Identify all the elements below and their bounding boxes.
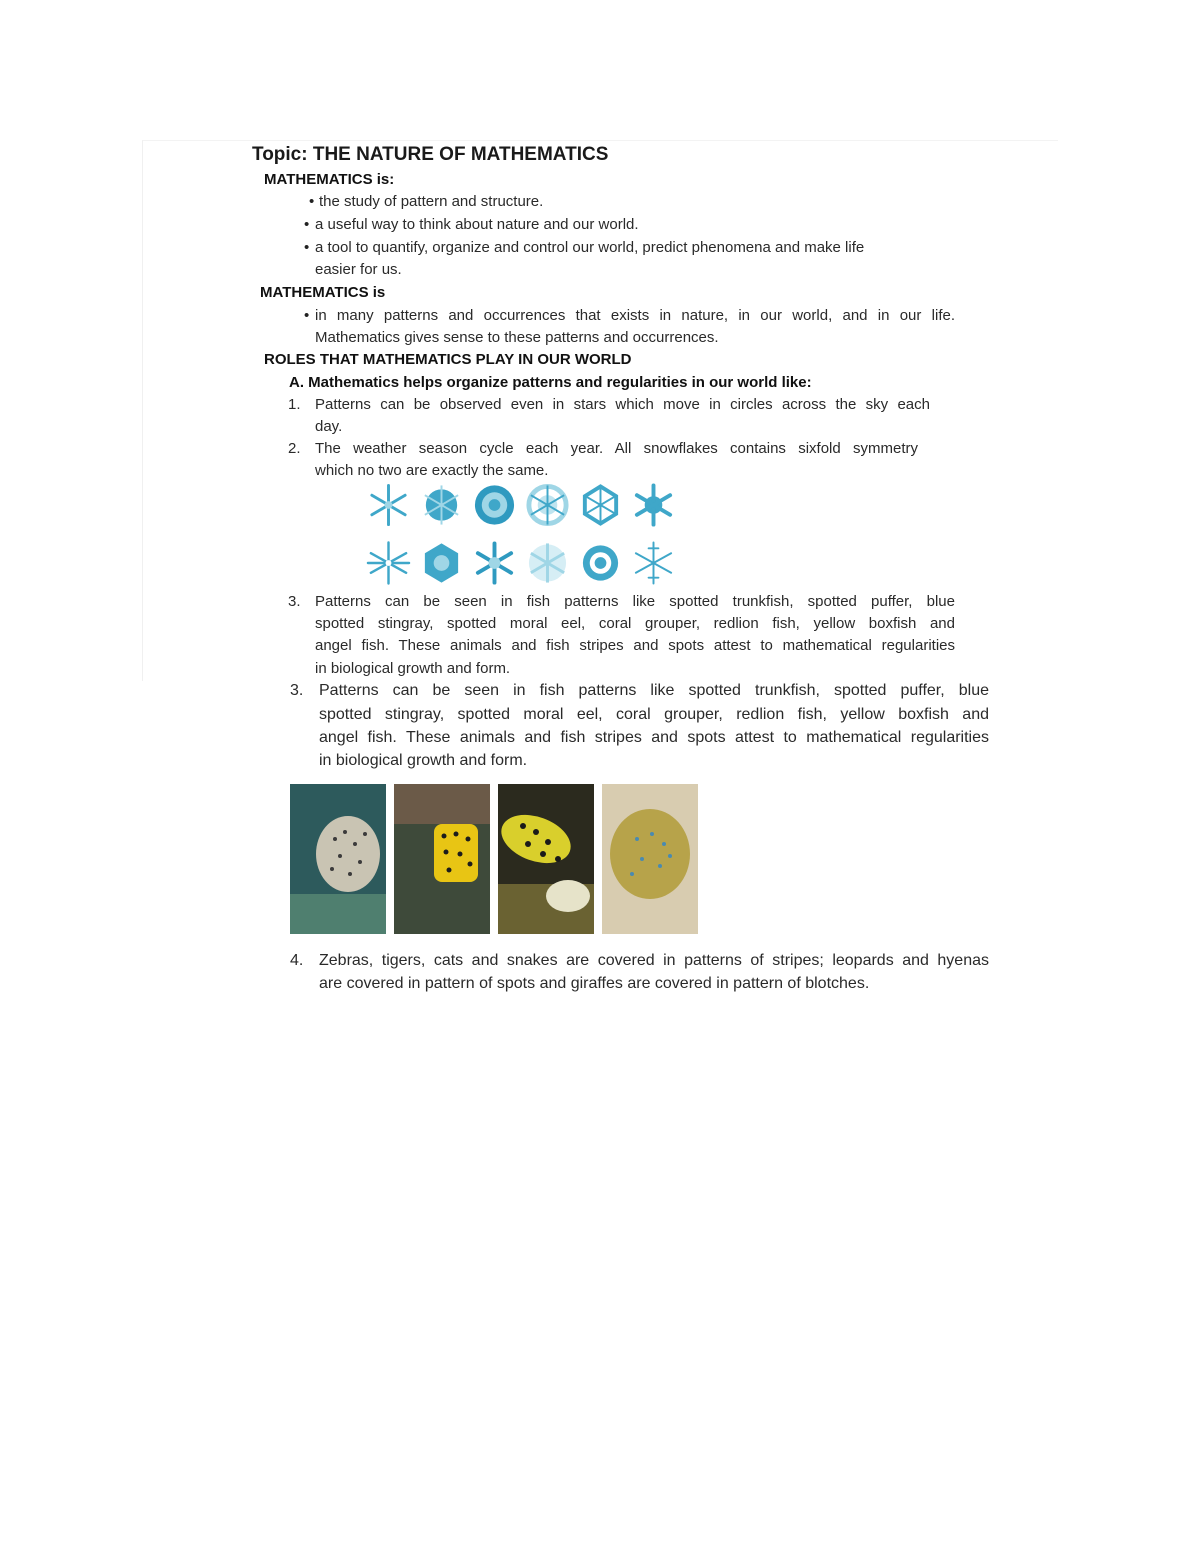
snowflake-image <box>578 540 623 586</box>
yellow-boxfish-photo <box>394 784 490 934</box>
section2-heading: MATHEMATICS is <box>260 284 386 301</box>
bullet-text-2: a useful way to think about nature and our world. <box>315 216 639 233</box>
page-title: Topic: THE NATURE OF MATHEMATICS <box>252 144 609 165</box>
bullet-1: • <box>309 193 315 210</box>
snowflake-image <box>472 482 517 528</box>
item1-line1-wrap <box>315 396 930 413</box>
repeat-item3-number: 3. <box>290 682 304 699</box>
snowflake-row-1 <box>366 482 676 530</box>
bullet-3: • <box>304 239 310 256</box>
bullet-4: • <box>304 307 310 324</box>
bullet-text-4-wrap <box>315 307 955 324</box>
item4-line2: are covered in pattern of spots and giraffes are covered in pattern of blotches. <box>319 975 870 992</box>
item3-line1-wrap <box>315 593 955 610</box>
item4-line1: Zebras, tigers, cats and snakes are covered in patterns of stripes; leopards and hyenas <box>319 952 989 969</box>
item2-number: 2. <box>288 440 301 457</box>
repeat-item3-line1-wrap <box>319 682 989 700</box>
section3-heading: ROLES THAT MATHEMATICS PLAY IN OUR WORLD <box>264 351 632 368</box>
repeat-item3-line2-wrap <box>319 706 989 724</box>
item3-line3-wrap <box>315 637 955 654</box>
snowflake-image <box>419 482 464 528</box>
snowflake-image <box>366 482 411 528</box>
item3-line4: in biological growth and form. <box>315 660 511 677</box>
repeat-item3-line3-wrap <box>319 729 989 747</box>
spotted-trunkfish-photo <box>290 784 386 934</box>
bullet-text-4: in many patterns and occurrences that exists in nature, in our world, and in our life. <box>315 307 955 324</box>
snowflake-image <box>631 540 676 586</box>
bullet-text-1: the study of pattern and structure. <box>319 193 544 210</box>
item3-line3: angel fish. These animals and fish stripes and spots attest to mathematical regularities <box>315 637 955 654</box>
blue-spotted-stingray-photo <box>602 784 698 934</box>
item1-number: 1. <box>288 396 301 413</box>
snowflake-image <box>419 540 464 586</box>
bullet-2: • <box>304 216 310 233</box>
fish-photo-row <box>290 784 698 934</box>
item3-line1: Patterns can be seen in fish patterns like spotted trunkfish, spotted puffer, blue <box>315 593 955 610</box>
item1-line1: Patterns can be observed even in stars which move in circles across the sky each <box>315 396 930 413</box>
snowflake-image <box>631 482 676 528</box>
snowflake-image <box>578 482 623 528</box>
item4-line1-wrap <box>319 952 989 970</box>
bullet-text-4-cont: Mathematics gives sense to these patterns and occurrences. <box>315 329 719 346</box>
bullet-text-3: a tool to quantify, organize and control our world, predict phenomena and make life <box>315 239 865 256</box>
item1-line2: day. <box>315 418 343 435</box>
repeat-item3-line1: Patterns can be seen in fish patterns like spotted trunkfish, spotted puffer, blue <box>319 682 989 699</box>
bullet-text-3-cont: easier for us. <box>315 261 402 278</box>
repeat-item3-line2: spotted stingray, spotted moral eel, coral grouper, redlion fish, yellow boxfish and <box>319 706 989 723</box>
repeat-item3-line3: angel fish. These animals and fish stripes and spots attest to mathematical regularities <box>319 729 989 746</box>
snowflake-image <box>525 540 570 586</box>
item3-number: 3. <box>288 593 301 610</box>
item4-number: 4. <box>290 952 304 969</box>
snowflake-image <box>525 482 570 528</box>
snowflake-image <box>366 540 411 586</box>
spotted-puffer-photo <box>498 784 594 934</box>
snowflake-image <box>472 540 517 586</box>
section3-subheading: A. Mathematics helps organize patterns and regularities in our world like: <box>289 374 812 391</box>
item3-line2-wrap <box>315 615 955 632</box>
item2-line2: which no two are exactly the same. <box>315 462 549 479</box>
item3-line2: spotted stingray, spotted moral eel, coral grouper, redlion fish, yellow boxfish and <box>315 615 955 632</box>
item2-line1: The weather season cycle each year. All snowflakes contains sixfold symmetry <box>315 440 918 457</box>
item2-line1-wrap <box>315 440 918 457</box>
section1-heading: MATHEMATICS is: <box>264 171 395 188</box>
snowflake-row-2 <box>366 540 676 588</box>
repeat-item3-line4: in biological growth and form. <box>319 752 528 769</box>
